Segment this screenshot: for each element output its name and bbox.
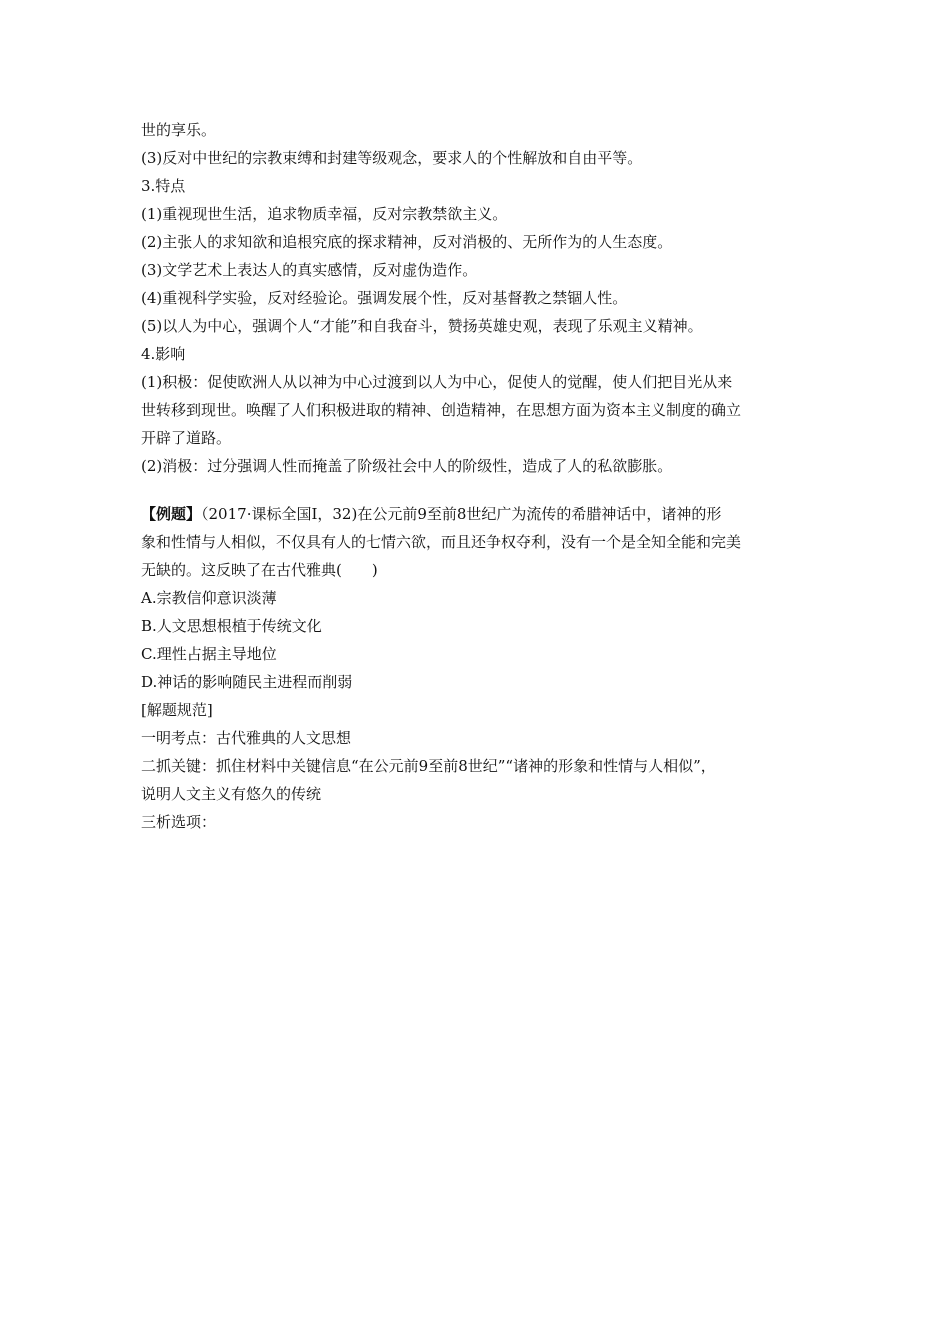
impact-positive-line-1: (1)积极：促使欧洲人从以神为中心过渡到以人为中心，促使人的觉醒，使人们把目光从来 [141,373,733,391]
solution-step-2-line-1: 二抓关键：抓住材料中关键信息“在公元前9至前8世纪”“诸神的形象和性情与人相似”， [141,757,716,775]
features-heading: 3.特点 [141,177,186,195]
option-c: C.理性占据主导地位 [141,645,277,663]
feature-item-2: (2)主张人的求知欲和追根究底的探求精神，反对消极的、无所作为的人生态度。 [141,233,673,251]
impact-negative: (2)消极：过分强调人性而掩盖了阶级社会中人的阶级性，造成了人的私欲膨胀。 [141,457,673,475]
feature-item-1: (1)重视现世生活，追求物质幸福，反对宗教禁欲主义。 [141,205,508,223]
solution-heading: [解题规范] [141,701,213,719]
example-question-line-2: 象和性情与人相似，不仅具有人的七情六欲，而且还争权夺利，没有一个是全知全能和完美 [141,533,742,551]
solution-step-3: 三析选项： [141,813,217,831]
impact-positive-line-3: 开辟了道路。 [141,429,232,447]
point-3: (3)反对中世纪的宗教束缚和封建等级观念，要求人的个性解放和自由平等。 [141,149,643,167]
solution-step-1: 一明考点：古代雅典的人文思想 [141,729,352,747]
document-content [141,116,821,836]
option-a: A.宗教信仰意识淡薄 [141,589,277,607]
section-gap [141,480,821,500]
option-d: D.神话的影响随民主进程而削弱 [141,673,353,691]
solution-step-2-line-2: 说明人文主义有悠久的传统 [141,785,322,803]
feature-item-5: (5)以人为中心，强调个人“才能”和自我奋斗，赞扬英雄史观，表现了乐观主义精神。 [141,317,703,335]
continuation-line: 世的享乐。 [141,121,217,139]
impact-positive-line-2: 世转移到现世。唤醒了人们积极进取的精神、创造精神，在思想方面为资本主义制度的确立 [141,401,742,419]
example-question-text-1: （2017·课标全国Ⅰ，32)在公元前9至前8世纪广为流传的希腊神话中，诸神的形 [201,505,722,523]
feature-item-4: (4)重视科学实验，反对经验论。强调发展个性，反对基督教之禁锢人性。 [141,289,628,307]
example-question-line-3: 无缺的。这反映了在古代雅典( ) [141,561,378,579]
option-b: B.人文思想根植于传统文化 [141,617,322,635]
impact-heading: 4.影响 [141,345,186,363]
feature-item-3: (3)文学艺术上表达人的真实感情，反对虚伪造作。 [141,261,478,279]
example-tag: 【例题】 [141,505,202,523]
example-question-line-1 [141,500,821,528]
